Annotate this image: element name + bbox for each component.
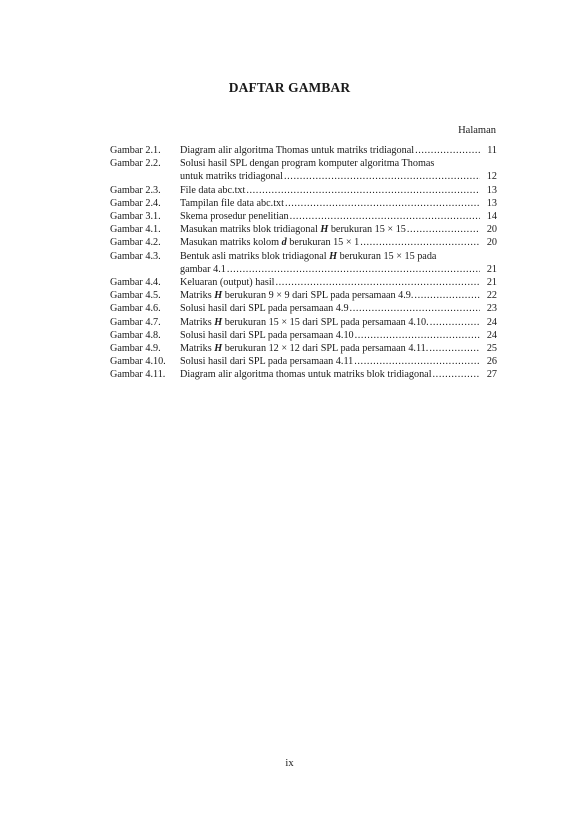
dot-leader [350,302,480,315]
figure-caption: Solusi hasil dari SPL pada persamaan 4.9 [180,303,349,315]
figure-caption: Solusi hasil dari SPL pada persamaan 4.11 [180,356,354,368]
page-title: DAFTAR GAMBAR [228,80,351,95]
dot-leader [360,236,480,249]
figure-number: Gambar 4.2. [110,237,161,249]
figure-number: Gambar 4.8. [110,329,161,341]
dot-leader [284,170,480,183]
dot-leader [407,223,480,236]
dot-leader [276,276,481,289]
halaman-column-label: Halaman [458,125,496,136]
figure-number: Gambar 4.9. [110,343,161,355]
page-number: 20 [486,237,497,249]
list-item[interactable] [110,316,497,329]
matrix-symbol: H [214,316,223,328]
matrix-symbol: H [329,250,338,262]
dot-leader [354,355,480,368]
page-number: 24 [486,329,497,341]
figure-caption: Diagram alir algoritma Thomas untuk matriks tridiagonal [180,145,415,156]
page-number: 12 [486,171,497,183]
list-item[interactable] [110,355,497,368]
page-number-footer: ix [285,758,294,769]
list-item[interactable] [110,144,497,157]
figure-caption: Diagram alir algoritma thomas untuk matriks blok tridiagonal [180,369,432,381]
page-number: 21 [486,263,497,275]
matrix-symbol: H [320,224,329,236]
figure-caption: Masukan matriks blok tridiagonal H berukuran 15 × 15 [180,224,406,236]
figure-number: Gambar 2.2. [110,158,161,170]
page-number: 23 [486,303,497,315]
dot-leader [433,368,480,381]
page-number: 13 [486,197,497,209]
figure-caption: Tampilan file data abc.txt [180,197,284,209]
figure-list [110,144,497,382]
figure-caption-continued: untuk matriks tridiagonal [180,171,283,183]
dot-leader [227,263,480,276]
figure-caption-continued: gambar 4.1 [180,263,226,275]
figure-number: Gambar 4.11. [110,369,166,381]
figure-number: Gambar 4.4. [110,277,161,289]
figure-caption: Matriks H berukuran 9 × 9 dari SPL pada persamaan 4.9. [180,290,414,302]
list-item[interactable] [110,250,497,276]
dot-leader [430,316,480,329]
figure-number: Gambar 4.7. [110,316,161,328]
matrix-symbol: d [281,237,287,249]
figure-number: Gambar 2.1. [110,145,161,156]
figure-caption: File data abc.txt [180,184,246,196]
figure-caption: Skema prosedur penelitian [180,211,289,223]
list-item[interactable] [110,302,497,315]
figure-number: Gambar 4.10. [110,356,166,368]
figure-caption: Keluaran (output) hasil [180,277,275,289]
list-item[interactable] [110,276,497,289]
list-item[interactable] [110,157,497,183]
figure-number: Gambar 4.1. [110,224,161,236]
page-number: 21 [486,277,497,289]
page-number: 27 [486,369,497,381]
dot-leader [290,210,480,223]
list-item[interactable] [110,329,497,342]
list-item[interactable] [110,342,497,355]
figure-number: Gambar 2.4. [110,197,161,209]
figure-number: Gambar 4.5. [110,290,161,302]
page-number: 11 [487,145,497,156]
dot-leader [429,342,480,355]
figure-caption: Matriks H berukuran 12 × 12 dari SPL pada persamaan 4.11. [180,343,429,355]
matrix-symbol: H [214,290,223,302]
list-item[interactable] [110,223,497,236]
page-number: 13 [486,184,497,196]
page-number: 14 [486,211,497,223]
figure-caption: Solusi hasil SPL dengan program komputer algoritma Thomas [180,158,435,170]
dot-leader [246,184,480,197]
dot-leader [285,197,480,210]
page-number: 25 [486,343,497,355]
page-number: 20 [486,224,497,236]
figure-number: Gambar 2.3. [110,184,161,196]
page-number: 26 [486,356,497,368]
list-item[interactable] [110,289,497,302]
figure-number: Gambar 4.3. [110,250,161,262]
list-item[interactable] [110,197,497,210]
list-item[interactable] [110,210,497,223]
matrix-symbol: H [214,343,223,355]
list-item[interactable] [110,368,497,381]
page-number: 22 [486,290,497,302]
dot-leader [355,329,480,342]
page-number: 24 [486,316,497,328]
figure-number: Gambar 3.1. [110,211,161,223]
figure-caption: Bentuk asli matriks blok tridiagonal H berukuran 15 × 15 pada [180,250,437,262]
figure-caption: Solusi hasil dari SPL pada persamaan 4.10 [180,329,354,341]
figure-number: Gambar 4.6. [110,303,161,315]
dot-leader [415,144,480,157]
figure-caption: Matriks H berukuran 15 × 15 dari SPL pada persamaan 4.10. [180,316,429,328]
list-item[interactable] [110,184,497,197]
figure-caption: Masukan matriks kolom d berukuran 15 × 1 [180,237,360,249]
list-item[interactable] [110,236,497,249]
dot-leader [414,289,480,302]
